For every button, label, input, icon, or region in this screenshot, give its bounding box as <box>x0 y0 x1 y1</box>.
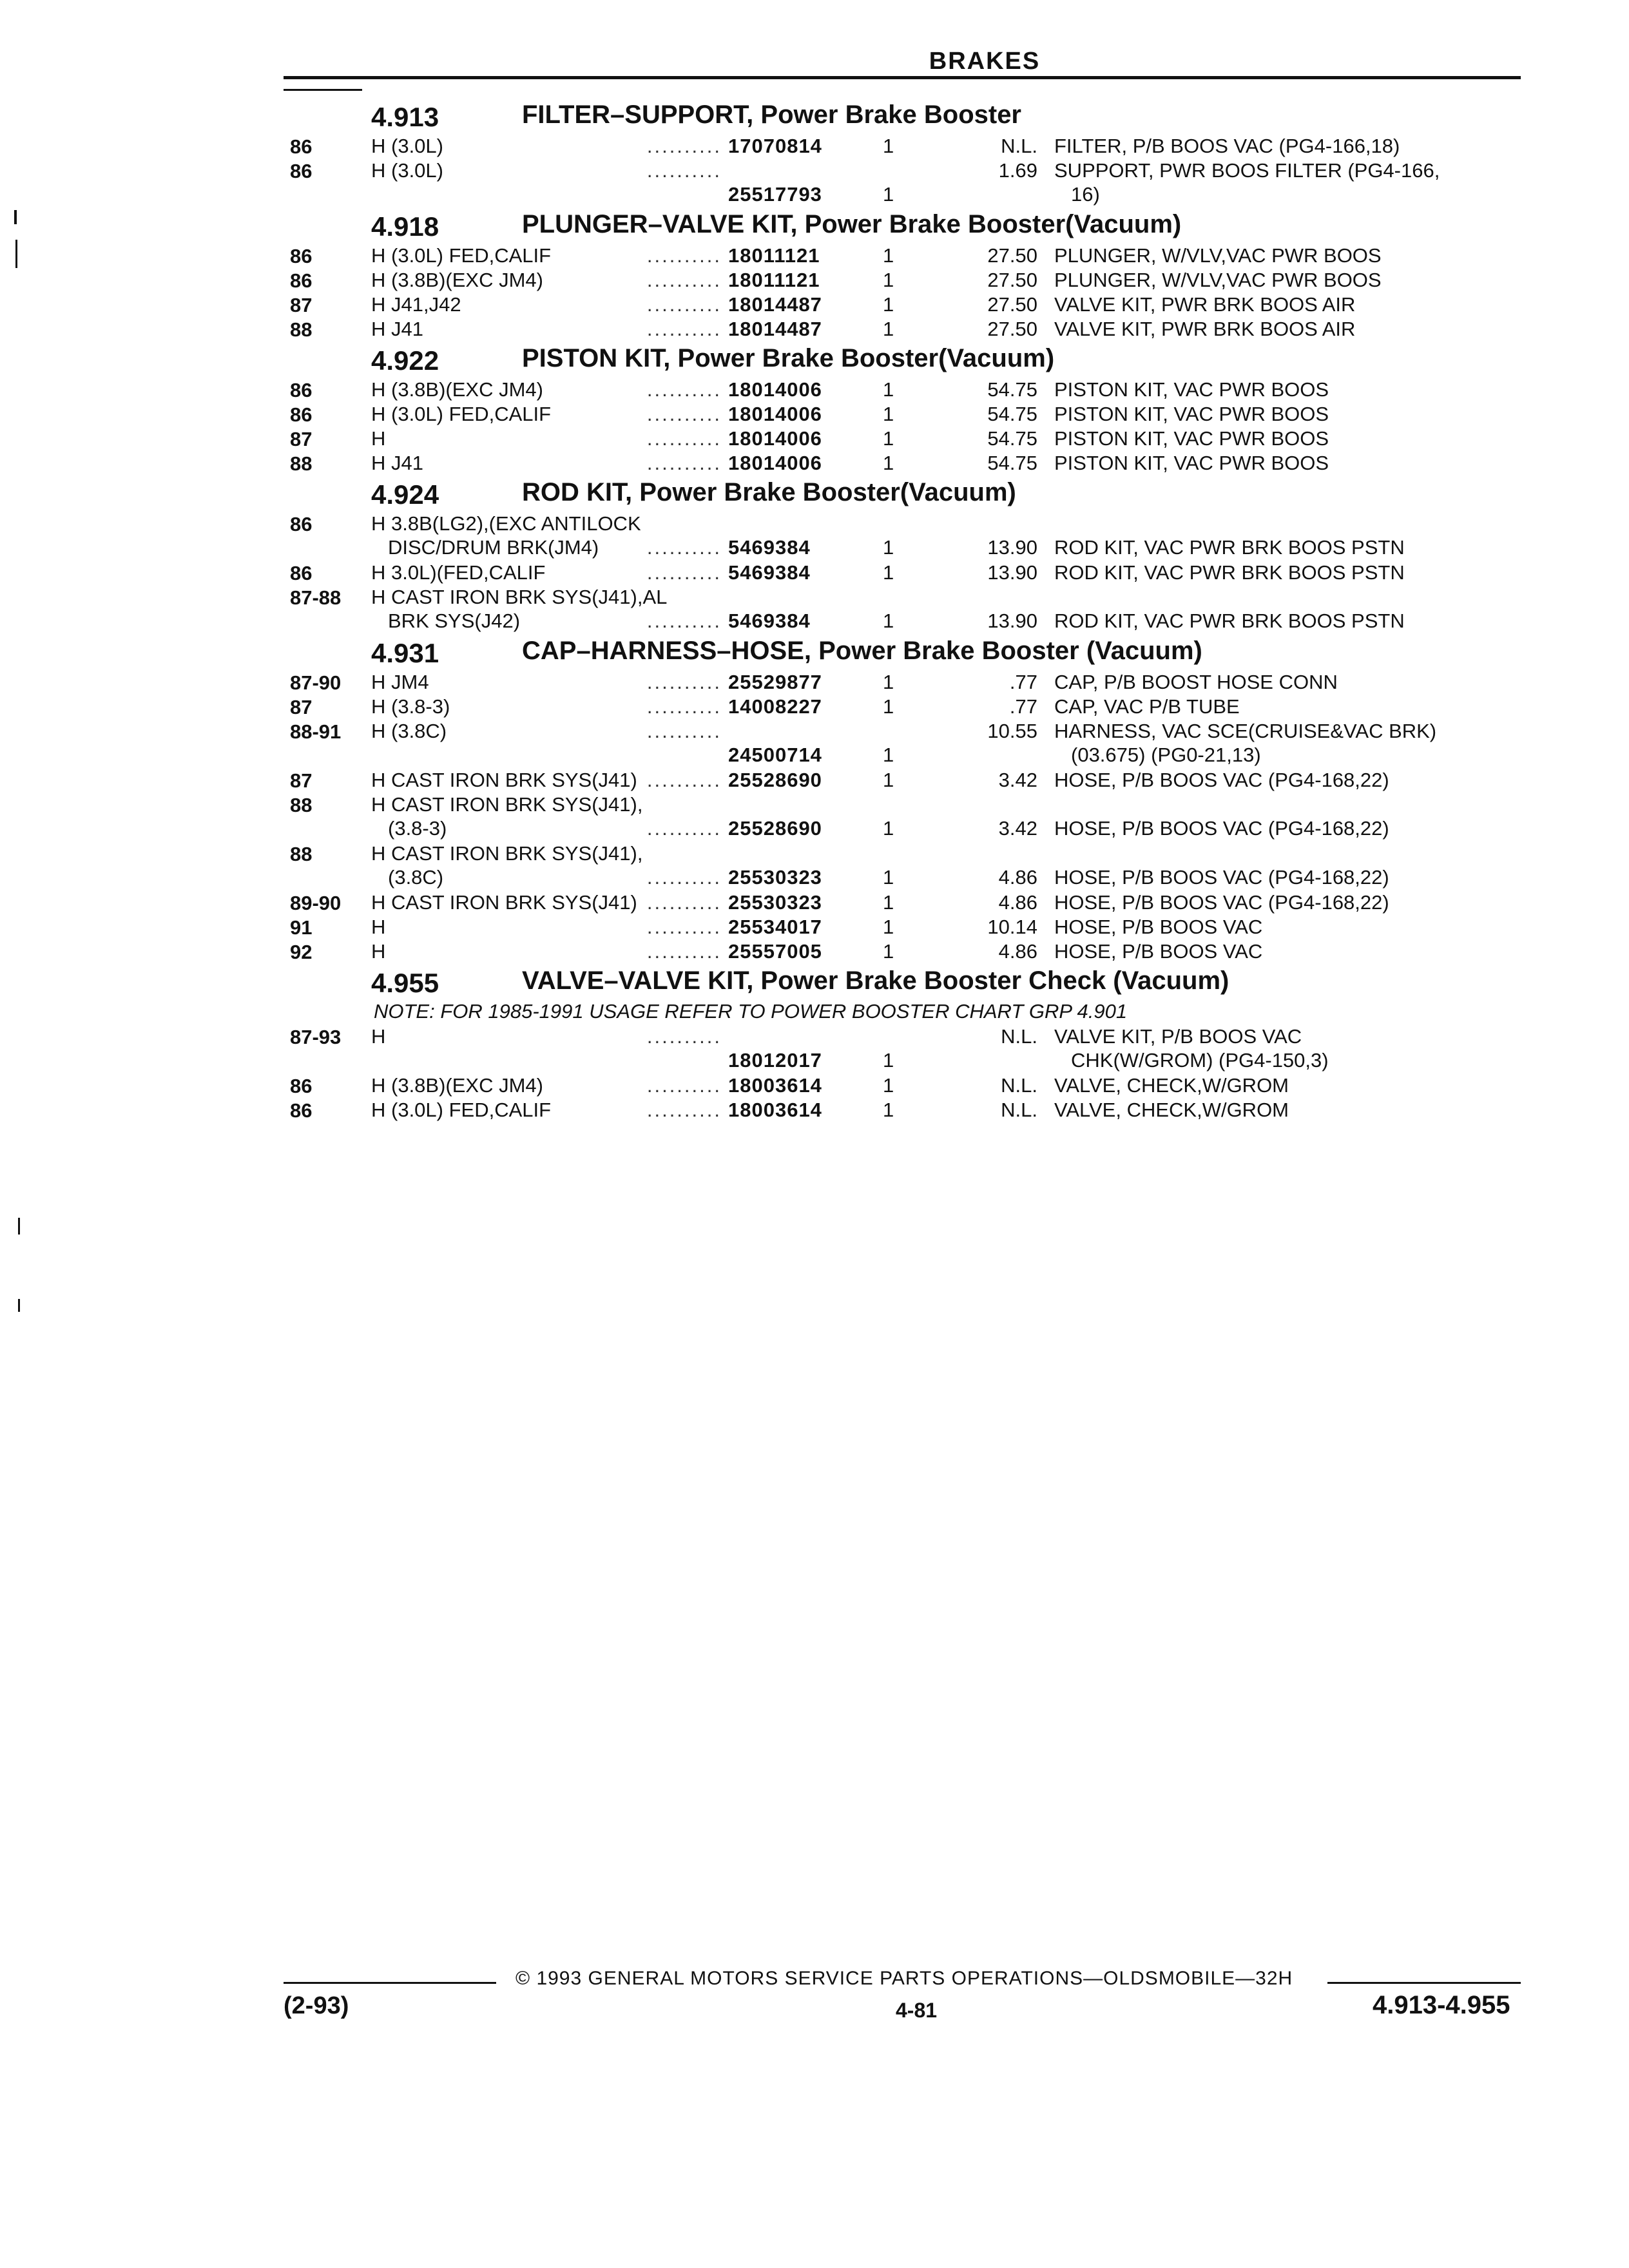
group-title: VALVE–VALVE KIT, Power Brake Booster Check (Vacuum) <box>522 966 1229 995</box>
part-name-line: VALVE, CHECK,W/GROM <box>1054 1074 1289 1097</box>
usage-line: H <box>371 1025 386 1048</box>
quantity: 1 <box>883 866 894 889</box>
list-price: 27.50 <box>987 293 1037 316</box>
note-text: NOTE: FOR 1985-1991 USAGE REFER TO POWER BOOSTER CHART GRP 4.901 <box>374 1000 1128 1023</box>
part-row <box>284 767 1521 791</box>
usage-line: H <box>371 916 386 938</box>
part-name-line: HOSE, P/B BOOS VAC (PG4-168,22) <box>1054 817 1389 840</box>
part-name <box>1054 427 1521 450</box>
part-name-line: FILTER, P/B BOOS VAC (PG4-166,18) <box>1054 135 1400 157</box>
group-number: 4.913 <box>371 102 439 132</box>
dot-leader: .......... <box>646 318 722 340</box>
page-number: 4-81 <box>896 1999 938 2022</box>
quantity: 1 <box>883 695 894 718</box>
part-number: 5469384 <box>728 561 811 584</box>
list-price: 10.55 <box>987 720 1037 742</box>
dot-leader: .......... <box>646 1099 722 1121</box>
group-note <box>284 999 1521 1023</box>
part-number: 18014006 <box>728 378 822 401</box>
page-section-title: BRAKES <box>929 48 1041 75</box>
model-year: 88 <box>290 452 313 475</box>
group-heading <box>284 340 1521 376</box>
parts-group <box>284 474 1521 633</box>
quantity: 1 <box>883 1049 894 1072</box>
list-price: .77 <box>1009 695 1037 718</box>
list-price: 3.42 <box>998 769 1037 791</box>
part-row <box>284 559 1521 584</box>
quantity: 1 <box>883 293 894 316</box>
parts-group <box>284 633 1521 963</box>
parts-group <box>284 963 1521 1121</box>
group-title: ROD KIT, Power Brake Booster(Vacuum) <box>522 478 1016 506</box>
quantity: 1 <box>883 671 894 693</box>
dot-leader: .......... <box>646 769 722 791</box>
part-name-line: ROD KIT, VAC PWR BRK BOOS PSTN <box>1054 561 1405 584</box>
part-number: 25534017 <box>728 916 822 938</box>
group-range: 4.913-4.955 <box>1373 1991 1510 2019</box>
footer-rule-left <box>284 1982 496 1984</box>
dot-leader: .......... <box>646 135 722 157</box>
part-name-line: ROD KIT, VAC PWR BRK BOOS PSTN <box>1054 536 1405 559</box>
quantity: 1 <box>883 269 894 291</box>
list-price: N.L. <box>1001 1099 1037 1121</box>
scan-speck <box>14 210 17 224</box>
usage-line: H CAST IRON BRK SYS(J41) <box>371 769 637 791</box>
list-price: 13.90 <box>987 561 1037 584</box>
dot-leader: .......... <box>646 720 722 742</box>
part-row <box>284 316 1521 340</box>
scan-speck <box>18 1218 20 1235</box>
usage-line: H CAST IRON BRK SYS(J41),AL <box>371 586 668 608</box>
group-title: FILTER–SUPPORT, Power Brake Booster <box>522 101 1021 129</box>
part-row <box>284 1072 1521 1097</box>
part-number: 5469384 <box>728 536 811 559</box>
part-name-line: PLUNGER, W/VLV,VAC PWR BOOS <box>1054 244 1382 267</box>
parts-group <box>284 206 1521 340</box>
part-number: 18011121 <box>728 244 820 267</box>
quantity: 1 <box>883 183 894 206</box>
part-number: 25530323 <box>728 866 822 889</box>
part-number: 25529877 <box>728 671 822 693</box>
part-number: 25528690 <box>728 769 822 791</box>
part-name-line: HOSE, P/B BOOS VAC <box>1054 916 1263 938</box>
group-title: PLUNGER–VALVE KIT, Power Brake Booster(Vacuum) <box>522 210 1182 238</box>
part-row <box>284 1023 1521 1072</box>
group-heading <box>284 963 1521 999</box>
model-year: 88 <box>290 794 313 816</box>
part-name-line: VALVE KIT, P/B BOOS VAC <box>1054 1025 1302 1048</box>
part-name <box>1054 793 1521 840</box>
part-name <box>1054 695 1521 718</box>
usage-line: H (3.0L) FED,CALIF <box>371 244 552 267</box>
part-row <box>284 1097 1521 1121</box>
dot-leader: .......... <box>646 561 722 584</box>
group-heading <box>284 206 1521 242</box>
model-year: 87 <box>290 696 313 718</box>
usage-line: H J41,J42 <box>371 293 461 316</box>
part-row <box>284 889 1521 914</box>
dot-leader: .......... <box>646 866 722 889</box>
dot-leader: .......... <box>646 159 722 182</box>
list-price: 13.90 <box>987 610 1037 632</box>
usage-line: DISC/DRUM BRK(JM4) <box>388 536 599 559</box>
quantity: 1 <box>883 403 894 425</box>
list-price: N.L. <box>1001 1025 1037 1048</box>
part-name <box>1054 890 1521 914</box>
part-row <box>284 693 1521 718</box>
quantity: 1 <box>883 378 894 401</box>
year-column-rule <box>284 89 362 91</box>
model-year: 87-93 <box>290 1026 342 1048</box>
part-name-line: VALVE KIT, PWR BRK BOOS AIR <box>1054 318 1356 340</box>
part-row <box>284 669 1521 693</box>
part-name <box>1054 134 1521 158</box>
part-name-line: SUPPORT, PWR BOOS FILTER (PG4-166, <box>1054 159 1440 182</box>
quantity: 1 <box>883 135 894 157</box>
usage-line: (3.8C) <box>388 866 444 889</box>
list-price: 27.50 <box>987 318 1037 340</box>
quantity: 1 <box>883 610 894 632</box>
part-row <box>284 242 1521 267</box>
group-heading <box>284 474 1521 510</box>
part-number: 25528690 <box>728 817 822 840</box>
quantity: 1 <box>883 318 894 340</box>
part-name <box>1054 451 1521 475</box>
usage-line: H <box>371 940 386 963</box>
part-name-line: CAP, VAC P/B TUBE <box>1054 695 1240 718</box>
part-name <box>1054 244 1521 267</box>
dot-leader: .......... <box>646 891 722 914</box>
quantity: 1 <box>883 891 894 914</box>
group-number: 4.924 <box>371 479 439 510</box>
model-year: 86 <box>290 513 313 535</box>
model-year: 86 <box>290 403 313 426</box>
list-price: N.L. <box>1001 1074 1037 1097</box>
model-year: 87 <box>290 769 313 792</box>
dot-leader: .......... <box>646 1074 722 1097</box>
group-title: PISTON KIT, Power Brake Booster(Vacuum) <box>522 344 1055 372</box>
dot-leader: .......... <box>646 244 722 267</box>
part-row <box>284 291 1521 316</box>
model-year: 86 <box>290 245 313 267</box>
quantity: 1 <box>883 817 894 840</box>
dot-leader: .......... <box>646 427 722 450</box>
list-price: 54.75 <box>987 427 1037 450</box>
quantity: 1 <box>883 1074 894 1097</box>
model-year: 86 <box>290 379 313 401</box>
dot-leader: .......... <box>646 1025 722 1048</box>
list-price: 13.90 <box>987 536 1037 559</box>
part-number: 25530323 <box>728 891 822 914</box>
model-year: 88 <box>290 843 313 865</box>
dot-leader: .......... <box>646 293 722 316</box>
model-year: 86 <box>290 1075 313 1097</box>
model-year: 86 <box>290 562 313 584</box>
quantity: 1 <box>883 744 894 766</box>
part-row <box>284 450 1521 474</box>
usage-line: H J41 <box>371 452 423 474</box>
part-name <box>1054 317 1521 341</box>
part-row <box>284 267 1521 291</box>
usage-line: H (3.8B)(EXC JM4) <box>371 1074 543 1097</box>
model-year: 86 <box>290 135 313 158</box>
part-number: 18012017 <box>728 1049 822 1072</box>
part-number: 24500714 <box>728 744 822 766</box>
part-name-line <box>1054 793 1521 816</box>
usage-line: H (3.0L) FED,CALIF <box>371 403 552 425</box>
part-name-line: HOSE, P/B BOOS VAC <box>1054 940 1263 963</box>
dot-leader: .......... <box>646 536 722 559</box>
part-number: 17070814 <box>728 135 822 157</box>
part-name <box>1054 1073 1521 1097</box>
part-row <box>284 425 1521 450</box>
header-rule <box>284 76 1521 79</box>
part-number: 25517793 <box>728 183 822 206</box>
part-name <box>1054 561 1521 584</box>
part-row <box>284 133 1521 157</box>
list-price: 10.14 <box>987 916 1037 938</box>
scan-speck <box>18 1299 20 1312</box>
list-price: N.L. <box>1001 135 1037 157</box>
list-price: 27.50 <box>987 269 1037 291</box>
part-number: 18014487 <box>728 318 822 340</box>
part-row <box>284 791 1521 840</box>
part-row <box>284 376 1521 401</box>
quantity: 1 <box>883 452 894 474</box>
part-number: 18014487 <box>728 293 822 316</box>
dot-leader: .......... <box>646 695 722 718</box>
list-price: 54.75 <box>987 403 1037 425</box>
group-number: 4.955 <box>371 968 439 998</box>
usage-line: H (3.8B)(EXC JM4) <box>371 378 543 401</box>
usage-line: H 3.8B(LG2),(EXC ANTILOCK <box>371 512 641 535</box>
part-name-line: HOSE, P/B BOOS VAC (PG4-168,22) <box>1054 866 1389 889</box>
parts-group <box>284 97 1521 206</box>
part-name-line: VALVE, CHECK,W/GROM <box>1054 1099 1289 1121</box>
part-row <box>284 718 1521 767</box>
part-name-line: PISTON KIT, VAC PWR BOOS <box>1054 452 1329 474</box>
part-name <box>1054 768 1521 792</box>
part-number: 18014006 <box>728 403 822 425</box>
dot-leader: .......... <box>646 671 722 693</box>
usage-line: H 3.0L)(FED,CALIF <box>371 561 546 584</box>
part-number: 25557005 <box>728 940 822 963</box>
quantity: 1 <box>883 769 894 791</box>
usage-line: H <box>371 427 386 450</box>
part-row <box>284 510 1521 559</box>
list-price: 4.86 <box>998 940 1037 963</box>
group-number: 4.918 <box>371 211 439 242</box>
part-name-line: HOSE, P/B BOOS VAC (PG4-168,22) <box>1054 891 1389 914</box>
part-name-line: PISTON KIT, VAC PWR BOOS <box>1054 403 1329 425</box>
parts-group <box>284 340 1521 474</box>
part-name <box>1054 378 1521 401</box>
part-name-line: ROD KIT, VAC PWR BRK BOOS PSTN <box>1054 610 1405 632</box>
usage-line: (3.8-3) <box>388 817 447 840</box>
model-year: 86 <box>290 1099 313 1122</box>
part-name-line: PLUNGER, W/VLV,VAC PWR BOOS <box>1054 269 1382 291</box>
part-number: 18003614 <box>728 1074 822 1097</box>
usage-line: H CAST IRON BRK SYS(J41), <box>371 793 643 816</box>
part-number: 18011121 <box>728 269 820 291</box>
part-name <box>1054 268 1521 292</box>
usage-line: H (3.8-3) <box>371 695 450 718</box>
model-year: 87 <box>290 428 313 450</box>
list-price: 4.86 <box>998 866 1037 889</box>
dot-leader: .......... <box>646 269 722 291</box>
part-name-line: (03.675) (PG0-21,13) <box>1071 744 1261 766</box>
part-name-line: 16) <box>1071 183 1100 206</box>
part-name <box>1054 670 1521 694</box>
usage-line: BRK SYS(J42) <box>388 610 521 632</box>
dot-leader: .......... <box>646 452 722 474</box>
part-name-line: CHK(W/GROM) (PG4-150,3) <box>1071 1049 1329 1072</box>
list-price: 1.69 <box>998 159 1037 182</box>
list-price: .77 <box>1009 671 1037 693</box>
part-name-line <box>1054 512 1521 535</box>
group-title: CAP–HARNESS–HOSE, Power Brake Booster (Vacuum) <box>522 637 1202 665</box>
part-name <box>1054 841 1521 889</box>
part-row <box>284 584 1521 633</box>
part-number: 18014006 <box>728 452 822 474</box>
part-name-line: HOSE, P/B BOOS VAC (PG4-168,22) <box>1054 769 1389 791</box>
quantity: 1 <box>883 1099 894 1121</box>
part-name-line: VALVE KIT, PWR BRK BOOS AIR <box>1054 293 1356 316</box>
model-year: 86 <box>290 269 313 292</box>
part-name <box>1054 293 1521 316</box>
part-name-line: CAP, P/B BOOST HOSE CONN <box>1054 671 1338 693</box>
list-price: 54.75 <box>987 378 1037 401</box>
part-name <box>1054 402 1521 426</box>
model-year: 92 <box>290 941 313 963</box>
part-row <box>284 401 1521 425</box>
list-price: 3.42 <box>998 817 1037 840</box>
group-number: 4.931 <box>371 638 439 668</box>
part-number: 14008227 <box>728 695 822 718</box>
part-name-line <box>1054 585 1521 609</box>
copyright-line: © 1993 GENERAL MOTORS SERVICE PARTS OPERATIONS—OLDSMOBILE—32H <box>516 1968 1293 1989</box>
list-price: 4.86 <box>998 891 1037 914</box>
usage-line: H (3.0L) <box>371 135 443 157</box>
dot-leader: .......... <box>646 817 722 840</box>
quantity: 1 <box>883 561 894 584</box>
model-year: 86 <box>290 160 313 182</box>
usage-line: H (3.8B)(EXC JM4) <box>371 269 543 291</box>
part-name <box>1054 585 1521 633</box>
dot-leader: .......... <box>646 916 722 938</box>
model-year: 88-91 <box>290 720 342 743</box>
group-heading <box>284 633 1521 669</box>
model-year: 87-88 <box>290 586 342 609</box>
part-row <box>284 938 1521 963</box>
usage-line: H (3.0L) <box>371 159 443 182</box>
part-name-line: PISTON KIT, VAC PWR BOOS <box>1054 378 1329 401</box>
part-number: 5469384 <box>728 610 811 632</box>
part-name <box>1054 512 1521 559</box>
quantity: 1 <box>883 244 894 267</box>
list-price: 27.50 <box>987 244 1037 267</box>
quantity: 1 <box>883 940 894 963</box>
model-year: 87 <box>290 294 313 316</box>
part-row <box>284 840 1521 889</box>
list-price: 54.75 <box>987 452 1037 474</box>
part-row <box>284 157 1521 206</box>
quantity: 1 <box>883 427 894 450</box>
model-year: 89-90 <box>290 892 342 914</box>
part-name <box>1054 719 1521 767</box>
dot-leader: .......... <box>646 610 722 632</box>
parts-listing <box>284 97 1521 1121</box>
model-year: 88 <box>290 318 313 341</box>
usage-line: H (3.0L) FED,CALIF <box>371 1099 552 1121</box>
part-name <box>1054 915 1521 939</box>
footer-rule-right <box>1327 1982 1521 1984</box>
revision-date: (2-93) <box>284 1992 349 2019</box>
usage-line: H JM4 <box>371 671 429 693</box>
dot-leader: .......... <box>646 940 722 963</box>
group-heading <box>284 97 1521 133</box>
dot-leader: .......... <box>646 378 722 401</box>
quantity: 1 <box>883 536 894 559</box>
part-name <box>1054 1098 1521 1122</box>
model-year: 87-90 <box>290 671 342 694</box>
quantity: 1 <box>883 916 894 938</box>
usage-line: H J41 <box>371 318 423 340</box>
scan-speck <box>15 240 17 268</box>
part-name-line <box>1054 841 1521 865</box>
part-row <box>284 914 1521 938</box>
part-name-line: HARNESS, VAC SCE(CRUISE&VAC BRK) <box>1054 720 1437 742</box>
part-number: 18003614 <box>728 1099 822 1121</box>
group-number: 4.922 <box>371 345 439 376</box>
usage-line: H CAST IRON BRK SYS(J41), <box>371 842 643 865</box>
usage-line: H (3.8C) <box>371 720 447 742</box>
part-name <box>1054 1024 1521 1072</box>
model-year: 91 <box>290 916 313 939</box>
part-name <box>1054 159 1521 206</box>
dot-leader: .......... <box>646 403 722 425</box>
usage-line: H CAST IRON BRK SYS(J41) <box>371 891 637 914</box>
part-number: 18014006 <box>728 427 822 450</box>
part-name-line: PISTON KIT, VAC PWR BOOS <box>1054 427 1329 450</box>
part-name <box>1054 939 1521 963</box>
